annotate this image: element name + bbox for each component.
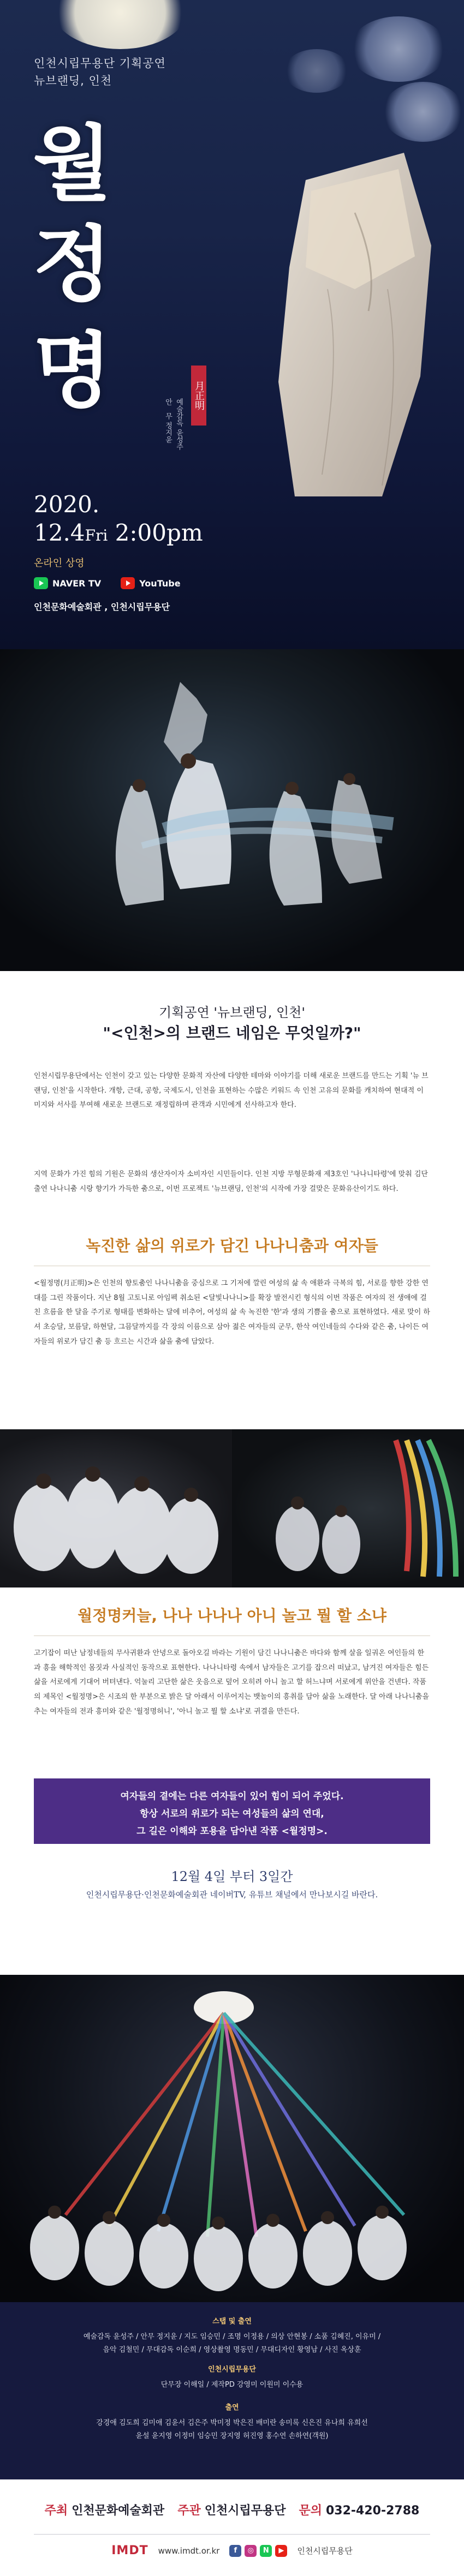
quote-line-1: 여자들의 곁에는 다른 여자들이 있어 힘이 되어 주었다. (120, 1791, 344, 1802)
footer-brand-row (0, 2544, 464, 2557)
naver-blog-icon[interactable]: N (260, 2545, 272, 2557)
performance-year: 2020. (34, 491, 100, 518)
youtube-icon (121, 577, 135, 589)
performance-day: 12.4 (34, 519, 85, 546)
footer (0, 2479, 464, 2576)
company-heading: 인천시립무용단 (208, 2365, 256, 2374)
credit-choreographer: 안 무 정지윤 (164, 398, 172, 444)
social-label: 인천시립무용단 (297, 2546, 353, 2556)
performance-date (34, 519, 203, 546)
company-line: 단무장 이해일 / 제작PD 강영미 이원미 이수용 (160, 2381, 304, 2389)
online-screening-label: 온라인 상영 (34, 558, 85, 569)
maypole-dance-illustration (0, 1975, 464, 2302)
title-char-2: 정 (33, 217, 112, 313)
dance-photo-illustration (0, 649, 464, 971)
quote-line-2: 항상 서로의 위로가 되는 여성들의 삶의 연대, (140, 1808, 324, 1819)
platform-list (34, 577, 181, 589)
group-dance-illustration (0, 1429, 232, 1587)
dancer-with-veil-illustration (273, 147, 437, 496)
dance-photo-group-left (0, 1429, 232, 1587)
title-char-3: 명 (33, 323, 112, 419)
cast-heading: 출연 (225, 2404, 239, 2412)
staff-line-1: 예술감독 윤성주 / 안무 정지윤 / 지도 임승민 / 조명 이정용 / 의상 안현봉 / 소품 김혜진, 이유미 / (83, 2333, 381, 2341)
intro-subtitle: 기획공연 '뉴브랜딩, 인천' (159, 1005, 305, 1020)
series-line: 뉴브랜딩, 인천 (34, 74, 112, 87)
social-icons (229, 2545, 287, 2557)
section2 (0, 1587, 464, 1975)
facebook-icon[interactable]: f (229, 2545, 241, 2557)
schedule-subtitle: 인천시립무용단·인천문화예술회관 네이버TV, 유튜브 채널에서 만나보시길 바란다. (86, 1890, 378, 1900)
naver-tv-icon (34, 577, 48, 589)
ribbon-dance-illustration (232, 1429, 464, 1587)
moon-illustration (52, 0, 188, 49)
cast-line-1: 강경애 김도희 김미애 김윤서 김은주 박미정 박은진 배미란 송미록 신은진 유나희 유희선 (96, 2419, 368, 2427)
dance-photo-dancers-white-gowns (0, 649, 464, 971)
intro-paragraph-1: 인천시립무용단에서는 인천이 갖고 있는 다양한 문화적 자산에 다양한 테마와 이야기를 더해 새로운 브랜드를 만드는 기획 '뉴 브랜딩, 인천'을 시작한다. 개항, 근대, 공항, 국제도시, 인천을 표현하는 수많은 키워드 속 인천 고유의 문화를 캐치하여 현대적 이미지와 서사를 부여해 새로운 브랜드로 재정립하며 관객과 시민에게 선사하고자 한다. (34, 1072, 429, 1110)
staff-line-2: 음악 김철민 / 무대감독 이순희 / 영상촬영 명동민 / 무대디자인 황영남 / 사진 옥상훈 (103, 2346, 361, 2354)
dance-photo-ribbons-right (232, 1429, 464, 1587)
cast-line-2: 윤설 윤지영 이정미 임승민 장지영 허진영 홍수연 손하연(객원) (135, 2432, 329, 2440)
footer-organizers (0, 2501, 464, 2518)
inquiry-phone[interactable]: 032-420-2788 (326, 2504, 420, 2518)
dance-photo-row (0, 1429, 464, 1587)
host-value: 인천문화예술회관 (72, 2504, 165, 2518)
naver-tv-label: NAVER TV (52, 578, 102, 589)
host-label: 주최 (44, 2504, 68, 2518)
inquiry-label: 문의 (299, 2504, 322, 2518)
schedule-title: 12월 4일 부터 3일간 (171, 1869, 293, 1884)
section1-paragraph: <월정명(月正明)>은 인천의 향토춤인 나나니춤을 중심으로 그 기저에 깔린 여성의 삶 속 애환과 극복의 힘, 서로를 향한 강한 연대를 그린 작품이다. 지난 8월 고토니로 아임펙 취소된 <달빛나나니>를 확장 발전시킨 형식의 이번 작품은 여자의 전 생애에 걸친 흐름을 한 달을 주기로 형태를 변화하는 달에 비추어, 여성의 삶 속 녹진한 '한'과 생의 기쁨을 춤으로 표현하였다. 새로 맞이 하셔 초승달, 보름달, 하현달, 그믐달까지를 각 장의 이름으로 삼아 젊은 여자들의 군무, 한삭 여인네들의 수다와 같은 춤, 나이든 여자들의 위로가 담긴 춤 등 흐르는 시간과 삶을 춤에 담았다. (34, 1279, 430, 1346)
blossom-cluster (284, 49, 349, 93)
youtube-label: YouTube (139, 578, 181, 589)
section2-heading: 월정명커늘, 나나 나나나 아니 놀고 뭘 할 소냐 (78, 1607, 386, 1625)
hero-section (0, 0, 464, 649)
naver-tv-link[interactable] (34, 577, 101, 589)
footer-divider (34, 2534, 430, 2535)
section2-paragraph: 고기잡이 떠난 남정네들의 무사귀환과 안녕으로 돌아오길 바라는 기원이 담긴 나나니춤은 바다와 함께 살을 일궈온 여인들의 한과 흥을 해학적인 몸짓과 사실적인 동작으로 표현한다. 나나니타령 속에서 남자들은 고기를 잡으러 떠났고, 남겨진 여자들은 힘든 삶을 서로에게 기대어 버텨낸다. 억눌리 고단한 삶은 웃음으로 덮어 오히려 아니 놀고 할 허느냐며 서로에게 위안을 건넨다. 작품의 제목인 <월정명>은 시조의 한 부분으로 밝은 달 아래서 이루어지는 뱃놀이의 흥취를 담아 삶을 노래한다. 달 아래 나나니춤을 추는 여자들의 전과 흥미와 같은 '월정명허니', '아니 놀고 뭘 할 소냐'로 귀결을 만든다. (34, 1649, 430, 1716)
quote-box (34, 1778, 430, 1844)
credit-director: 예술감독 윤성주 (175, 398, 183, 451)
title-char-1: 월 (33, 116, 112, 212)
title-hanja-badge: 月正明 (191, 366, 206, 426)
performance-weekday: Fri (85, 526, 108, 544)
intro-headline: "<인천>의 브랜드 네임은 무엇일까?" (103, 1024, 361, 1042)
organizer-label: 주관 (177, 2504, 201, 2518)
section1-heading: 녹진한 삶의 위로가 담긴 나나니춤과 여자들 (86, 1237, 378, 1255)
youtube-small-icon[interactable]: ▶ (275, 2545, 287, 2557)
dance-photo-maypole (0, 1975, 464, 2302)
instagram-icon[interactable]: ◎ (245, 2545, 257, 2557)
website-link[interactable]: www.imdt.or.kr (158, 2545, 220, 2556)
host-organizations: 인천문화예술회관 , 인천시립무용단 (34, 602, 170, 612)
performance-time: 2:00pm (108, 519, 203, 546)
introduction-section (0, 971, 464, 1429)
youtube-link[interactable] (121, 577, 180, 589)
organizer-value: 인천시립무용단 (204, 2504, 286, 2518)
staff-heading: 스탭 및 출연 (212, 2317, 252, 2326)
quote-line-3: 그 길은 이해와 포용을 담아낸 작품 <월정명>. (136, 1826, 328, 1837)
imdt-logo: IMDT (111, 2544, 148, 2557)
organizer-line: 인천시립무용단 기획공연 (34, 57, 166, 70)
blossom-cluster (382, 82, 464, 142)
blossom-cluster (349, 16, 448, 82)
intro-paragraph-2: 지역 문화가 가진 힘의 기원은 문화의 생산자이자 소비자인 시민들이다. 인천 지방 무형문화재 제3호인 '나나니타령'에 맞춰 김단출연 나나니춤 시랑 향기가 가득한 춤으로, 이번 프로젝트 '뉴브랜딩, 인천'의 시작에 가장 걸맞은 문화유산이기도 하다. (34, 1170, 428, 1193)
staff-credits (0, 2302, 464, 2479)
